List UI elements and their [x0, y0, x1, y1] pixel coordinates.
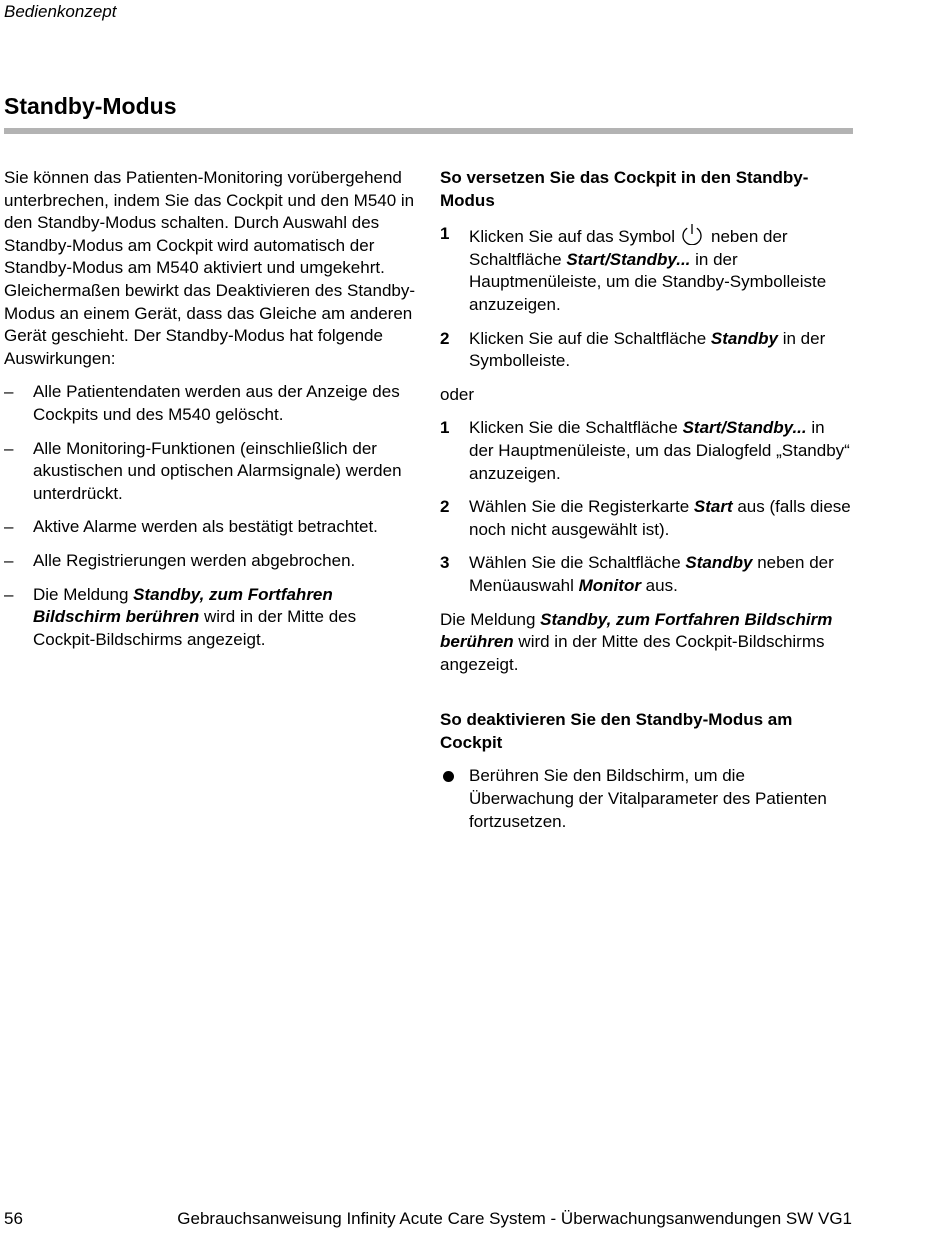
footer-document-title: Gebrauchsanweisung Infinity Acute Care System - Überwachungsanwendungen SW VG1	[177, 1209, 852, 1228]
standby-label: Standby	[685, 553, 753, 573]
step-text: neben der Menüauswahl	[469, 553, 834, 595]
or-separator: oder	[440, 384, 475, 404]
step-text: Klicken Sie auf die Schaltfläche	[469, 328, 711, 348]
start-standby-label: Start/Standby...	[682, 418, 807, 438]
bullet-text: Berühren Sie den Bildschirm, um die Überwachung der Vitalparameter des Patienten fortzusetzen.	[469, 766, 827, 831]
power-icon	[679, 223, 705, 245]
procedure-step	[440, 223, 852, 316]
effect-suffix: wird in der Mitte des Cockpit-Bildschirms angezeigt.	[33, 607, 357, 649]
bullet-item	[440, 765, 852, 833]
procedure-step	[440, 417, 852, 485]
effect-prefix: Die Meldung	[33, 584, 134, 604]
procedure-steps-1	[440, 223, 852, 373]
running-header: Bedienkonzept	[4, 2, 117, 21]
intro-paragraph: Sie können das Patienten-Monitoring vorübergehend unterbrechen, indem Sie das Cockpit und den M540 in den Standby-Modus schalten. Durch Auswahl des Standby-Modus am Cockpit wird automatisch der Standby-Modus am M540 aktiviert und umgekehrt. Gleichermaßen bewirkt das Deaktivieren des Standby-Modus an einem Gerät, dass das Gleiche am anderen Gerät geschieht. Der Standby-Modus hat folgende Auswirkungen:	[4, 168, 416, 368]
dash-marker: –	[4, 550, 14, 570]
effect-item	[4, 381, 416, 426]
step-text: in der Hauptmenüleiste, um das Dialogfeld „Standby“ anzuzeigen.	[469, 418, 850, 483]
step-number: 2	[440, 328, 450, 348]
dash-marker: –	[4, 584, 14, 604]
monitor-label: Monitor	[578, 575, 641, 595]
step-text: in der Symbolleiste.	[469, 328, 826, 371]
effect-item	[4, 550, 416, 573]
result-prefix: Die Meldung	[440, 609, 541, 629]
step-text: neben der Schaltfläche	[469, 227, 788, 269]
standby-label: Standby	[710, 328, 778, 348]
step-text: Klicken Sie die Schaltfläche	[469, 418, 683, 438]
procedure-heading-deactivate: So deaktivieren Sie den Standby-Modus am Cockpit	[440, 710, 793, 752]
effects-list	[4, 381, 416, 651]
procedure-step	[440, 552, 852, 597]
dash-marker: –	[4, 382, 14, 402]
result-paragraph	[440, 609, 852, 677]
result-suffix: wird in der Mitte des Cockpit-Bildschirms angezeigt.	[440, 632, 825, 674]
effect-text: Aktive Alarme werden als bestätigt betrachtet.	[33, 517, 378, 537]
standby-message: Standby, zum Fortfahren Bildschirm berühren	[33, 584, 333, 627]
right-column	[440, 167, 852, 844]
procedure-step	[440, 496, 852, 541]
effect-item	[4, 584, 416, 652]
title-rule	[4, 128, 853, 134]
step-number: 2	[440, 497, 450, 517]
page-number: 56	[4, 1209, 23, 1228]
effect-text: Alle Patientendaten werden aus der Anzeige des Cockpits und des M540 gelöscht.	[33, 382, 400, 424]
standby-message: Standby, zum Fortfahren Bildschirm berühren	[440, 609, 833, 652]
section-title: Standby-Modus	[4, 93, 177, 119]
left-column	[4, 167, 416, 662]
step-text: in der Hauptmenüleiste, um die Standby-Symbolleiste anzuzeigen.	[469, 249, 827, 314]
procedure-step	[440, 328, 852, 373]
dash-marker: –	[4, 438, 14, 458]
bullet-dot-icon	[443, 771, 454, 782]
step-number: 3	[440, 553, 450, 573]
effect-item	[4, 516, 416, 539]
dash-marker: –	[4, 517, 14, 537]
effect-text: Alle Monitoring-Funktionen (einschließlich der akustischen und optischen Alarmsignale) werden unterdrückt.	[33, 438, 402, 503]
step-text: Klicken Sie auf das Symbol	[469, 227, 675, 247]
effect-text: Alle Registrierungen werden abgebrochen.	[33, 550, 356, 570]
deactivate-steps	[440, 765, 852, 833]
step-text: Wählen Sie die Registerkarte	[469, 497, 694, 517]
start-standby-label: Start/Standby...	[566, 249, 691, 269]
step-number: 1	[440, 224, 450, 244]
step-number: 1	[440, 418, 450, 438]
procedure-heading-activate: So versetzen Sie das Cockpit in den Standby-Modus	[440, 168, 809, 210]
step-text: Wählen Sie die Schaltfläche	[469, 553, 686, 573]
step-text: aus (falls diese noch nicht ausgewählt ist).	[469, 497, 851, 539]
step-text: aus.	[640, 575, 678, 595]
effect-item	[4, 438, 416, 506]
procedure-steps-2	[440, 417, 852, 597]
start-tab-label: Start	[693, 497, 733, 517]
